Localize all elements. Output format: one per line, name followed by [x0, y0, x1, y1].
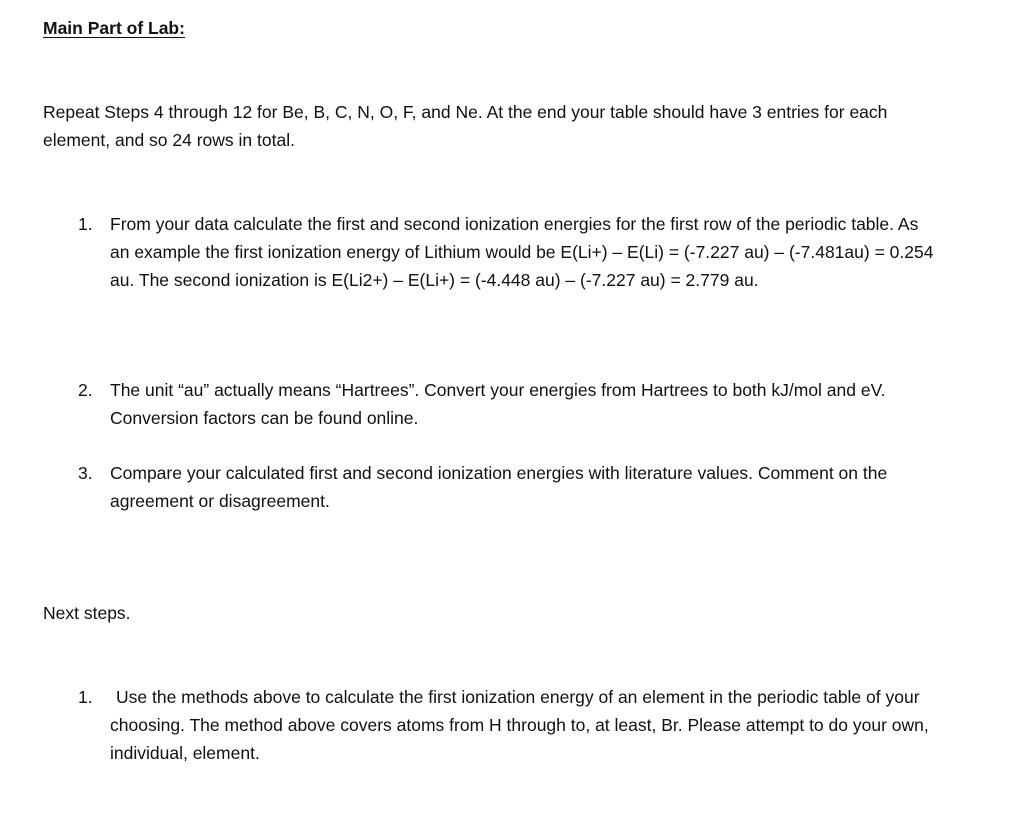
- list-item-number: 1.: [78, 687, 93, 707]
- list-item-text: From your data calculate the first and second ionization energies for the first row of the periodic table. As an example the first ionization energy of Lithium would be E(Li+) – E(Li) = (-7.227 au) – (-7.481au) = 0.254 au. The second ionization is E(Li2+) – E(Li+) = (-4.448 au) – (-7.227 au) = 2.779 au.: [110, 214, 934, 290]
- list-item-text: The unit “au” actually means “Hartrees”. Convert your energies from Hartrees to both kJ/mol and eV. Conversion factors can be found online.: [110, 380, 886, 428]
- list-item-text: Compare your calculated first and second ionization energies with literature values. Comment on the agreement or disagreement.: [110, 463, 888, 511]
- list-item: [78, 459, 938, 515]
- next-steps-label: Next steps.: [43, 603, 131, 623]
- list-item: [78, 683, 938, 767]
- section-heading: Main Part of Lab:: [43, 18, 185, 38]
- list-item-number: 1.: [78, 214, 93, 234]
- list-item: [78, 376, 938, 432]
- list-item-number: 2.: [78, 380, 93, 400]
- list-item-number: 3.: [78, 463, 93, 483]
- list-item: [78, 210, 938, 294]
- list-item-text: Use the methods above to calculate the first ionization energy of an element in the periodic table of your choosing. The method above covers atoms from H through to, at least, Br. Please attempt to do your own, individual, element.: [110, 687, 929, 763]
- intro-paragraph: Repeat Steps 4 through 12 for Be, B, C, N, O, F, and Ne. At the end your table should have 3 entries for each element, and so 24 rows in total.: [43, 102, 888, 150]
